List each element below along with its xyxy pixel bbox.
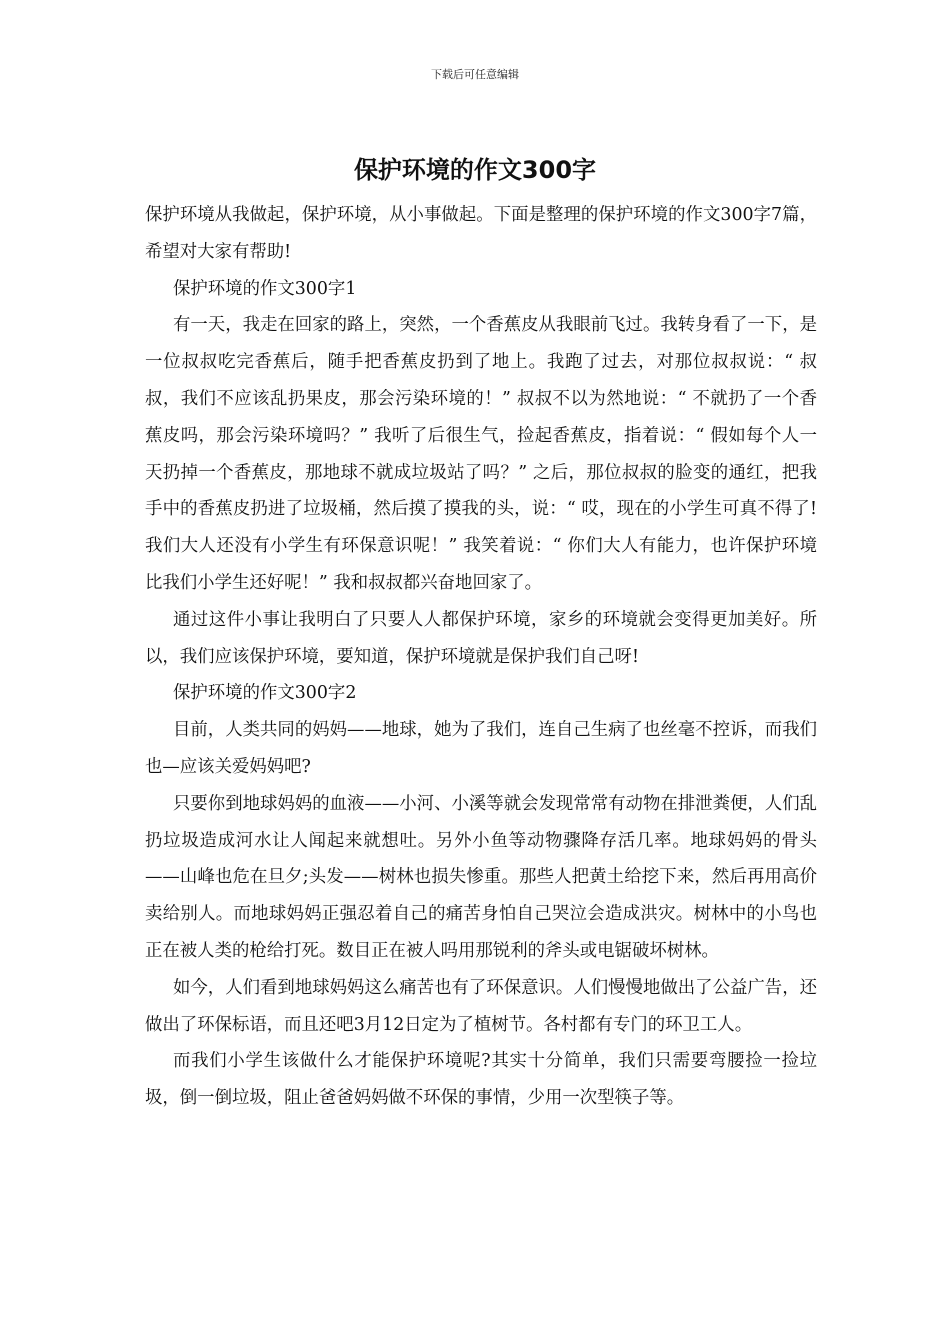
- body-paragraph: 有一天，我走在回家的路上，突然，一个香蕉皮从我眼前飞过。我转身看了一下，是一位叔叔吃完香蕉后，随手把香蕉皮扔到了地上。我跑了过去，对那位叔叔说：“ 叔叔，我们不应该乱扔果皮，那会污染环境的！” 叔叔不以为然地说：“ 不就扔了一个香蕉皮吗，那会污染环境吗？” 我听了后很生气，捡起香蕉皮，指着说：“ 假如每个人一天扔掉一个香蕉皮，那地球不就成垃圾站了吗？” 之后，那位叔叔的脸变的通红，把我手中的香蕉皮扔进了垃圾桶，然后摸了摸我的头，说：“ 哎，现在的小学生可真不得了!我们大人还没有小学生有环保意识呢！” 我笑着说：“ 你们大人有能力，也许保护环境比我们小学生还好呢！” 我和叔叔都兴奋地回家了。: [145, 315, 817, 593]
- body-paragraph: 如今，人们看到地球妈妈这么痛苦也有了环保意识。人们慢慢地做出了公益广告，还做出了环保标语，而且还吧3月12日定为了植树节。各村都有专门的环卫工人。: [145, 977, 817, 1035]
- body-paragraph: 通过这件小事让我明白了只要人人都保护环境，家乡的环境就会变得更加美好。所以，我们应该保护环境，要知道，保护环境就是保护我们自己呀!: [145, 609, 817, 667]
- section-heading: 保护环境的作文300字1: [173, 278, 357, 299]
- body-paragraph: 而我们小学生该做什么才能保护环境呢?其实十分简单，我们只需要弯腰捡一捡垃圾，倒一倒垃圾，阻止爸爸妈妈做不环保的事情，少用一次型筷子等。: [145, 1051, 817, 1109]
- article-body: [145, 197, 817, 1117]
- body-paragraph: 目前，人类共同的妈妈——地球，她为了我们，连自己生病了也丝毫不控诉，而我们也—应该关爱妈妈吧?: [145, 720, 817, 777]
- intro-paragraph: 保护环境从我做起，保护环境，从小事做起。下面是整理的保护环境的作文300字7篇，希望对大家有帮助!: [145, 205, 817, 262]
- page-title: 保护环境的作文300字: [353, 156, 597, 184]
- body-paragraph: 只要你到地球妈妈的血液——小河、小溪等就会发现常常有动物在排泄粪便，人们乱扔垃圾造成河水让人闻起来就想吐。另外小鱼等动物骤降存活几率。地球妈妈的骨头——山峰也危在旦夕;头发——树林也损失惨重。那些人把黄土给挖下来，然后再用高价卖给别人。而地球妈妈正强忍着自己的痛苦身怕自己哭泣会造成洪灾。树林中的小鸟也正在被人类的枪给打死。数目正在被人吗用那锐利的斧头或电锯破坏树林。: [145, 793, 817, 961]
- header-note: 下载后可任意编辑: [431, 68, 519, 81]
- section-heading: 保护环境的作文300字2: [173, 683, 357, 704]
